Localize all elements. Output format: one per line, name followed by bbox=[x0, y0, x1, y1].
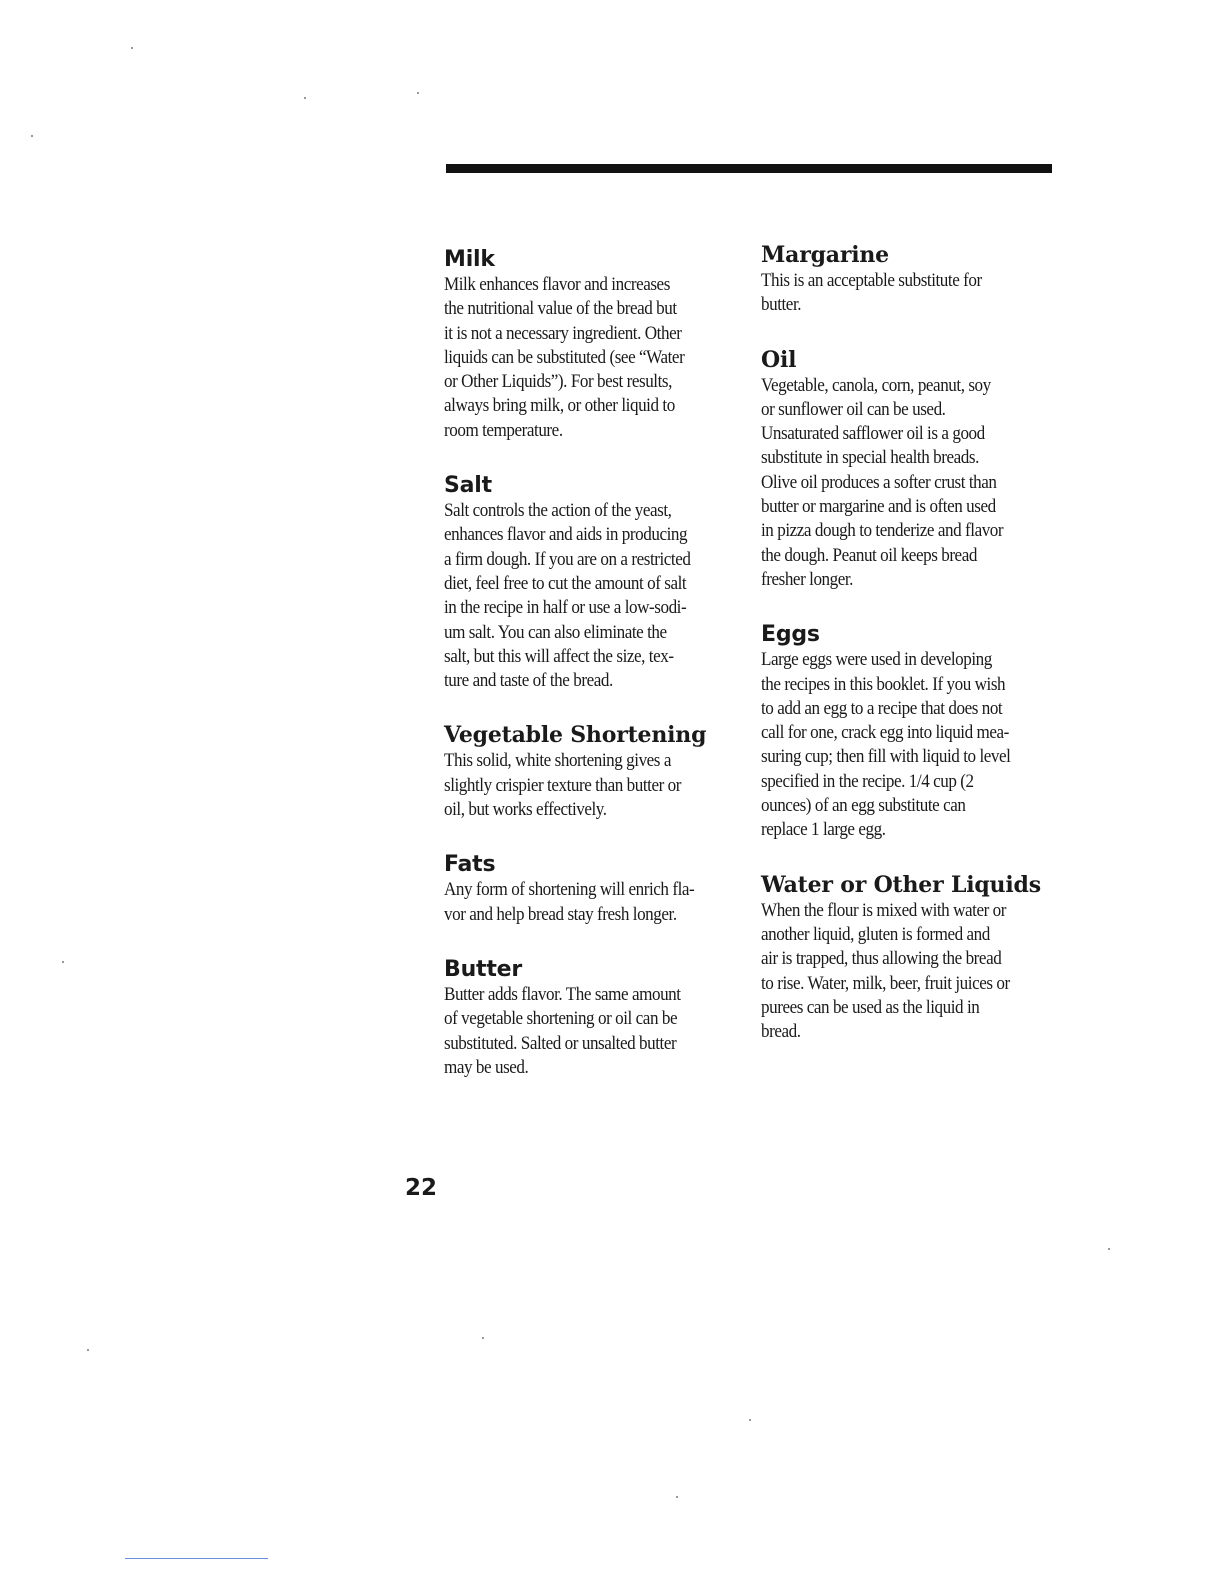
section-heading: Vegetable Shortening bbox=[444, 722, 707, 749]
text-line: a firm dough. If you are on a restricted bbox=[444, 548, 691, 570]
text-line: the dough. Peanut oil keeps bread bbox=[761, 544, 977, 566]
section-heading: Butter bbox=[444, 956, 523, 982]
section-heading: Salt bbox=[444, 473, 492, 499]
text-line: or Other Liquids”). For best results, bbox=[444, 371, 672, 393]
scan-speck bbox=[676, 1496, 678, 1498]
text-line: Olive oil produces a softer crust than bbox=[761, 471, 997, 493]
section-heading: Fats bbox=[444, 852, 496, 878]
text-line: or sunflower oil can be used. bbox=[761, 398, 946, 420]
text-line: the recipes in this booklet. If you wish bbox=[761, 673, 1006, 695]
text-line: substituted. Salted or unsalted butter bbox=[444, 1032, 677, 1054]
scan-speck bbox=[482, 1337, 484, 1339]
section-water-or-other-liquids bbox=[761, 872, 1061, 1045]
text-line: butter. bbox=[761, 294, 802, 316]
text-line: to rise. Water, milk, beer, fruit juices or bbox=[761, 972, 1010, 994]
text-line: ounces) of an egg substitute can bbox=[761, 795, 966, 817]
section-milk bbox=[444, 246, 744, 443]
text-line: vor and help bread stay fresh longer. bbox=[444, 903, 677, 925]
text-line: Salt controls the action of the yeast, bbox=[444, 500, 672, 522]
section-body bbox=[444, 273, 732, 443]
text-line: oil, but works effectively. bbox=[444, 799, 607, 821]
text-line: may be used. bbox=[444, 1056, 529, 1078]
text-line: Any form of shortening will enrich fla- bbox=[444, 879, 695, 901]
text-line: the nutritional value of the bread but bbox=[444, 298, 677, 320]
text-line: bread. bbox=[761, 1021, 801, 1043]
text-line: replace 1 large egg. bbox=[761, 819, 886, 841]
section-eggs bbox=[761, 621, 1061, 842]
scan-speck bbox=[749, 1419, 751, 1421]
scan-speck bbox=[31, 135, 33, 137]
section-oil bbox=[761, 347, 1061, 593]
section-body bbox=[444, 499, 732, 693]
scan-speck bbox=[87, 1349, 89, 1351]
text-line: um salt. You can also eliminate the bbox=[444, 621, 667, 643]
text-line: Butter adds flavor. The same amount bbox=[444, 983, 681, 1005]
text-line: another liquid, gluten is formed and bbox=[761, 923, 990, 945]
top-horizontal-rule bbox=[446, 164, 1052, 173]
section-margarine bbox=[761, 242, 1061, 318]
section-body bbox=[444, 983, 732, 1080]
section-vegetable-shortening bbox=[444, 722, 744, 822]
section-fats bbox=[444, 851, 744, 927]
section-body bbox=[761, 899, 1049, 1045]
section-body bbox=[761, 269, 1049, 318]
text-line: in pizza dough to tenderize and flavor bbox=[761, 520, 1004, 542]
text-line: liquids can be substituted (see “Water bbox=[444, 346, 685, 368]
section-body bbox=[761, 374, 1049, 593]
section-salt bbox=[444, 472, 744, 693]
section-heading: Milk bbox=[444, 247, 495, 272]
text-line: always bring milk, or other liquid to bbox=[444, 395, 675, 417]
section-heading: Oil bbox=[761, 346, 797, 373]
text-line: Large eggs were used in developing bbox=[761, 649, 992, 671]
page-number: 22 bbox=[405, 1175, 438, 1201]
text-line: Unsaturated safflower oil is a good bbox=[761, 423, 985, 445]
text-line: enhances flavor and aids in producing bbox=[444, 524, 688, 546]
text-line: When the flour is mixed with water or bbox=[761, 899, 1007, 921]
text-line: call for one, crack egg into liquid mea- bbox=[761, 722, 1009, 744]
section-heading: Eggs bbox=[761, 622, 820, 648]
scan-speck bbox=[62, 961, 64, 963]
text-line: slightly crispier texture than butter or bbox=[444, 774, 682, 796]
scan-speck bbox=[1108, 1248, 1110, 1250]
text-line: air is trapped, thus allowing the bread bbox=[761, 948, 1002, 970]
right-column bbox=[761, 242, 1061, 1073]
text-line: This solid, white shortening gives a bbox=[444, 750, 671, 772]
text-line: Vegetable, canola, corn, peanut, soy bbox=[761, 374, 991, 396]
text-line: substitute in special health breads. bbox=[761, 447, 979, 469]
scan-speck bbox=[304, 97, 306, 99]
text-line: in the recipe in half or use a low-sodi- bbox=[444, 597, 687, 619]
text-line: specified in the recipe. 1/4 cup (2 bbox=[761, 770, 974, 792]
text-line: diet, feel free to cut the amount of salt bbox=[444, 572, 687, 594]
text-line: salt, but this will affect the size, tex- bbox=[444, 645, 674, 667]
section-heading: Margarine bbox=[761, 242, 889, 268]
left-column bbox=[444, 246, 744, 1109]
scan-speck bbox=[417, 92, 419, 94]
text-line: ture and taste of the bread. bbox=[444, 670, 613, 692]
scan-speck bbox=[131, 47, 133, 49]
section-butter bbox=[444, 956, 744, 1080]
section-body bbox=[444, 749, 732, 822]
text-line: purees can be used as the liquid in bbox=[761, 996, 980, 1018]
text-line: This is an acceptable substitute for bbox=[761, 270, 982, 291]
text-line: butter or margarine and is often used bbox=[761, 496, 996, 518]
section-heading: Water or Other Liquids bbox=[761, 871, 1041, 898]
bottom-edge-line bbox=[125, 1558, 268, 1559]
text-line: of vegetable shortening or oil can be bbox=[444, 1008, 678, 1030]
text-line: suring cup; then fill with liquid to level bbox=[761, 746, 1011, 768]
text-line: fresher longer. bbox=[761, 568, 854, 590]
text-line: it is not a necessary ingredient. Other bbox=[444, 322, 682, 344]
text-line: Milk enhances flavor and increases bbox=[444, 274, 670, 295]
text-line: to add an egg to a recipe that does not bbox=[761, 697, 1003, 719]
section-body bbox=[761, 648, 1049, 842]
section-body bbox=[444, 878, 732, 927]
text-line: room temperature. bbox=[444, 419, 563, 441]
